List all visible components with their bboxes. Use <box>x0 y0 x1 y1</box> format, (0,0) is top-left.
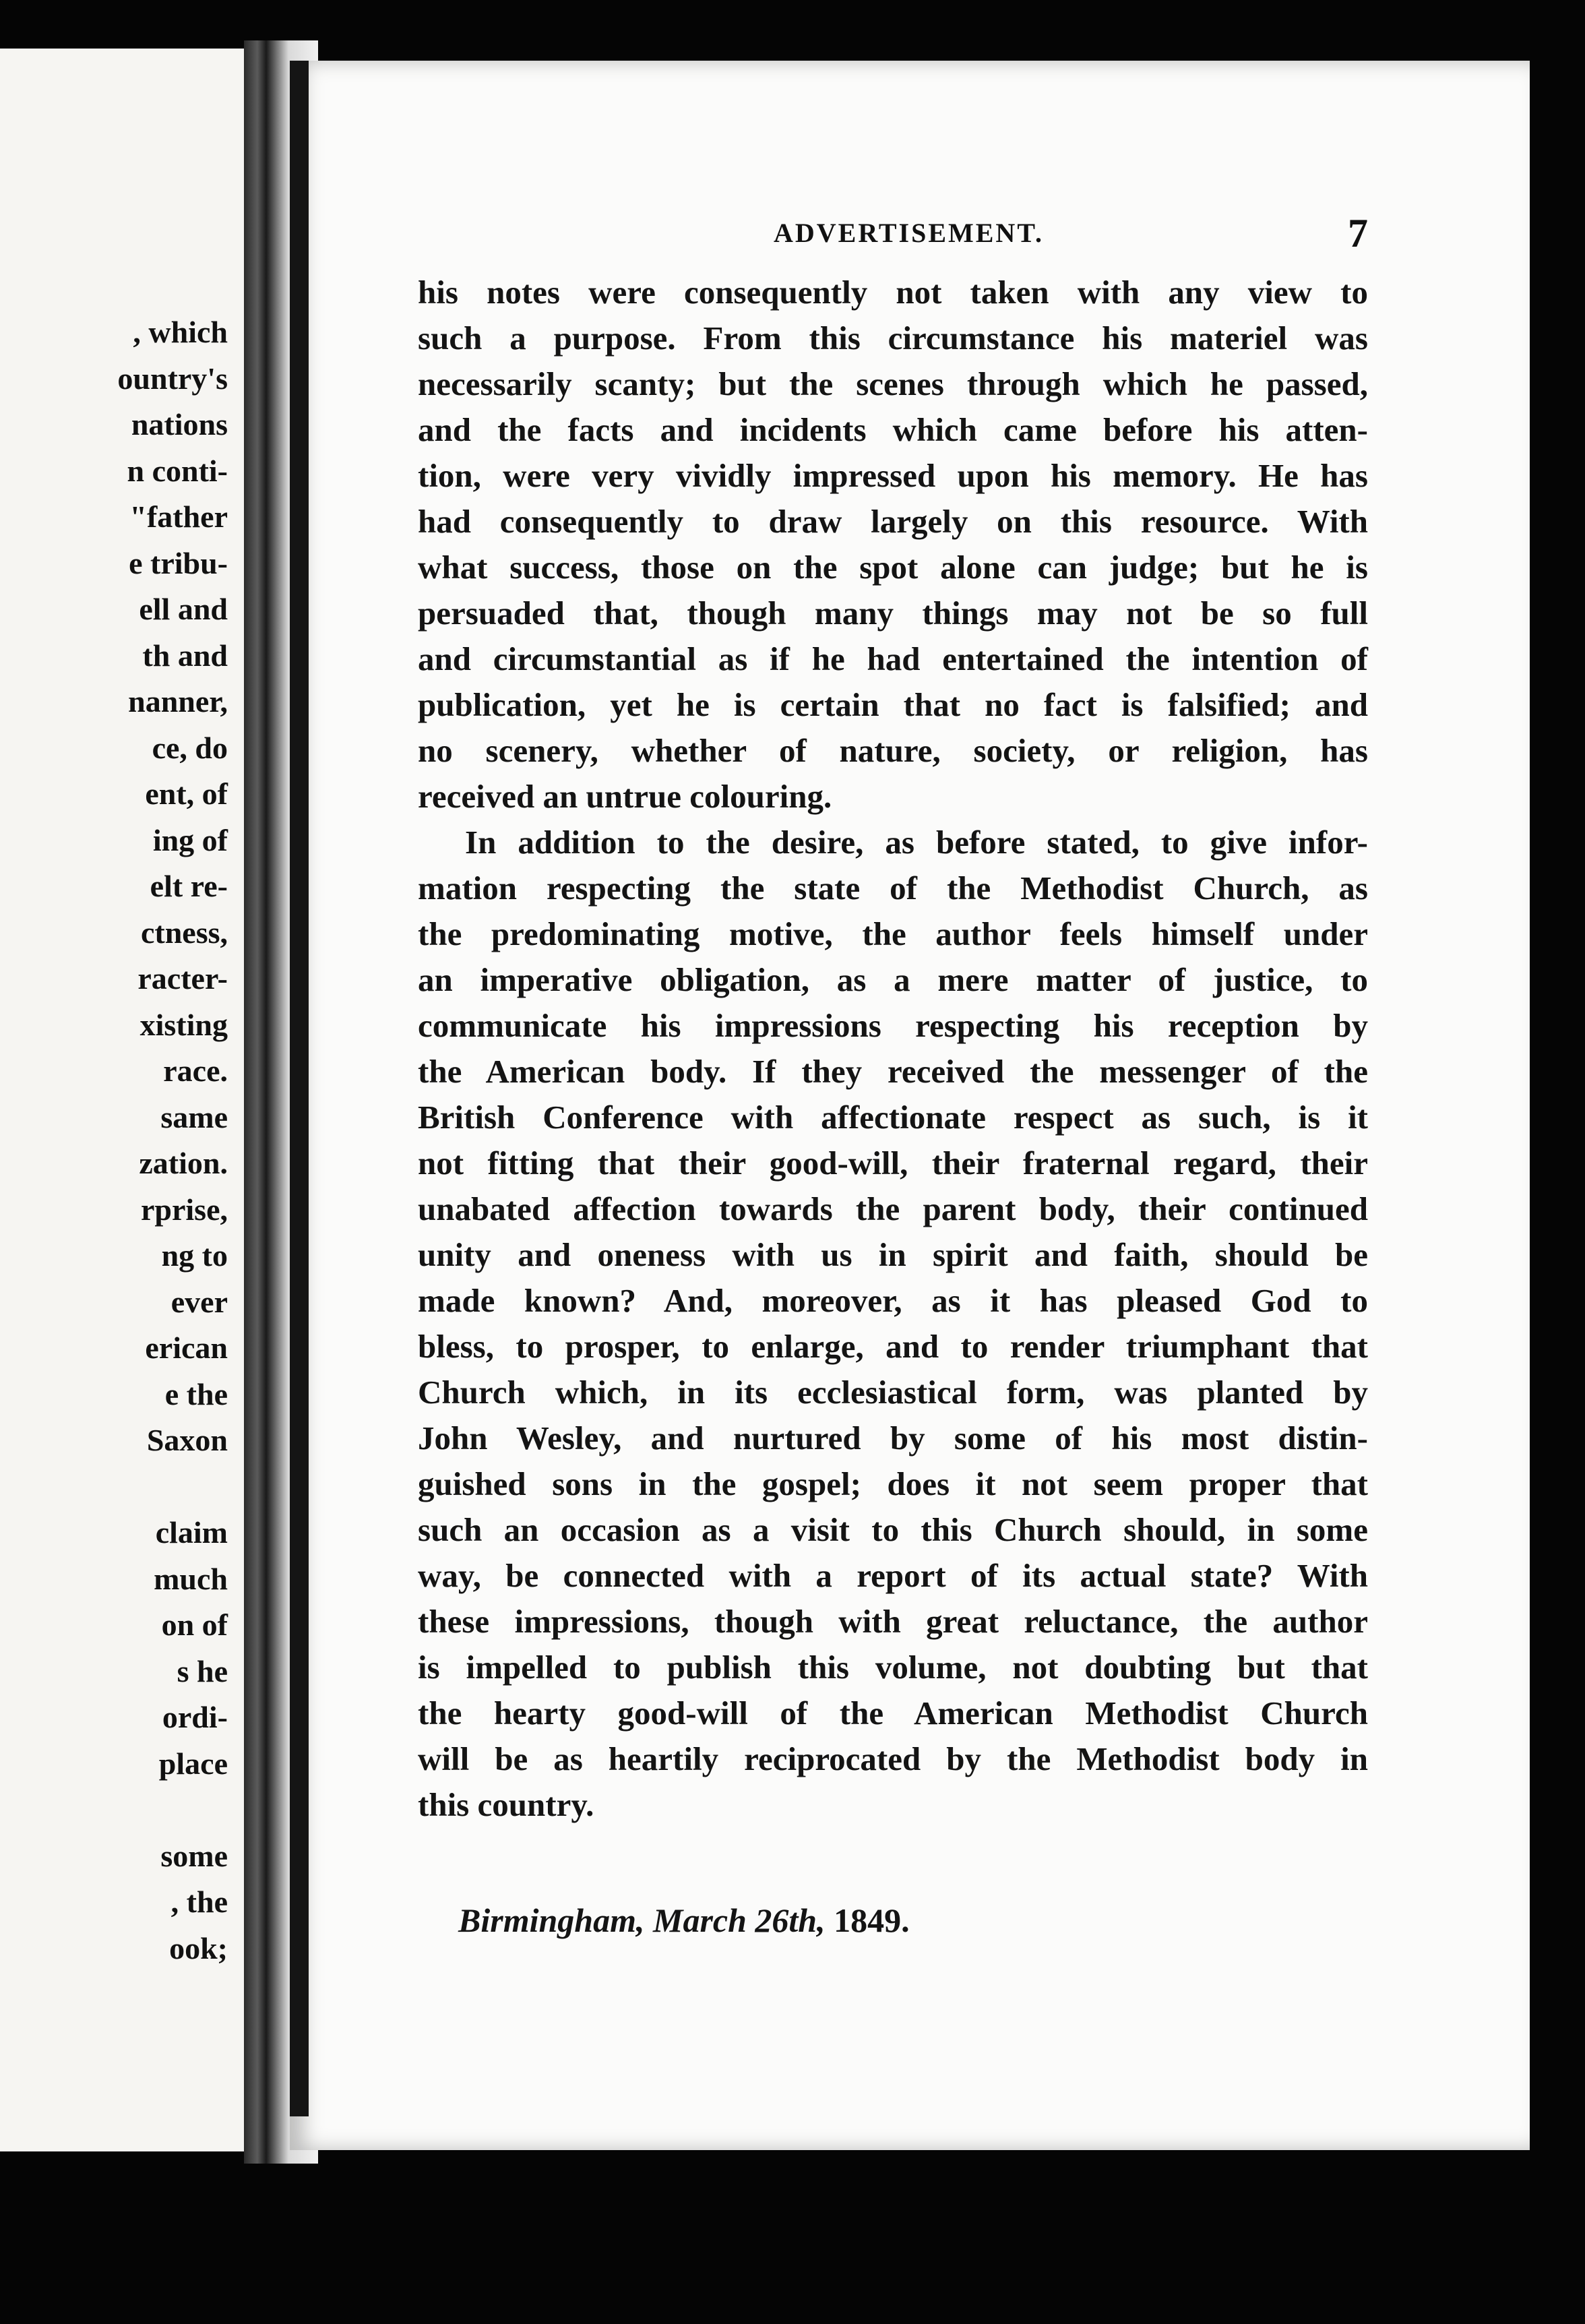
left-page-line: racter- <box>137 961 228 996</box>
body-line: made known? And, moreover, as it has pleased God to <box>418 1282 1368 1319</box>
page-number: 7 <box>1348 211 1368 255</box>
signoff <box>458 1901 910 1940</box>
body-line: bless, to prosper, to enlarge, and to render triumphant that <box>418 1328 1368 1365</box>
body-text <box>418 270 1368 1828</box>
left-page-line: ountry's <box>117 361 228 396</box>
left-page-line: "father <box>129 499 228 534</box>
body-line: persuaded that, though many things may not be so full <box>418 594 1368 632</box>
body-line: is impelled to publish this volume, not doubting but that <box>418 1649 1368 1686</box>
body-line: unity and oneness with us in spirit and faith, should be <box>418 1236 1368 1273</box>
body-line: the American body. If they received the messenger of the <box>418 1053 1368 1090</box>
body-line: guished sons in the gospel; does it not seem proper that <box>418 1465 1368 1502</box>
left-page-line: e the <box>164 1376 228 1411</box>
left-page-line: ook; <box>169 1930 228 1965</box>
left-page-line: , the <box>170 1885 228 1919</box>
body-line: Church which, in its ecclesiastical form, was planted by <box>418 1374 1368 1411</box>
body-line: unabated affection towards the parent body, their continued <box>418 1190 1368 1227</box>
left-page-line: ell and <box>139 592 228 626</box>
left-facing-page <box>0 49 244 2151</box>
left-page-line: xisting <box>139 1007 228 1042</box>
left-page-line: place <box>158 1746 228 1781</box>
left-page-line: , which <box>133 315 228 349</box>
left-page-line: erican <box>145 1331 228 1365</box>
body-line: received an untrue colouring. <box>418 778 832 815</box>
left-page-line: zation. <box>139 1146 228 1180</box>
body-line: In addition to the desire, as before stated, to give infor- <box>465 824 1368 861</box>
signoff-place-date: Birmingham, March 26th, <box>458 1901 826 1939</box>
left-page-line: ent, of <box>145 776 228 811</box>
body-line: necessarily scanty; but the scenes through which he passed, <box>418 365 1368 402</box>
body-line: no scenery, whether of nature, society, or religion, has <box>418 732 1368 769</box>
left-page-line: Saxon <box>146 1423 228 1457</box>
body-line: will be as heartily reciprocated by the Methodist body in <box>418 1740 1368 1777</box>
left-page-line: race. <box>163 1053 228 1088</box>
left-page-line: ng to <box>161 1238 228 1273</box>
body-line: such a purpose. From this circumstance his materiel was <box>418 319 1368 357</box>
body-line: John Wesley, and nurtured by some of his most distin- <box>418 1419 1368 1457</box>
body-line: publication, yet he is certain that no fact is falsified; and <box>418 686 1368 723</box>
body-line: this country. <box>418 1786 594 1823</box>
left-page-line: ing of <box>152 822 228 857</box>
left-page-line: ever <box>170 1284 228 1319</box>
body-line: and the facts and incidents which came before his atten- <box>418 411 1368 448</box>
body-line: his notes were consequently not taken with any view to <box>418 274 1368 311</box>
signoff-year: 1849. <box>834 1901 910 1939</box>
body-line: way, be connected with a report of its actual state? With <box>418 1557 1368 1594</box>
left-page-line: rprise, <box>140 1192 228 1227</box>
body-line: what success, those on the spot alone can judge; but he is <box>418 549 1368 586</box>
body-line: the predominating motive, the author feels himself under <box>418 915 1368 952</box>
left-page-line: nanner, <box>128 684 228 718</box>
body-line: and circumstantial as if he had entertained the intention of <box>418 640 1368 677</box>
left-page-line: ordi- <box>162 1700 228 1734</box>
left-page-line: n conti- <box>127 453 228 488</box>
body-line: not fitting that their good-will, their fraternal regard, their <box>418 1144 1368 1182</box>
running-title: ADVERTISEMENT. <box>774 218 1045 248</box>
left-page-line: e tribu- <box>129 545 228 580</box>
left-page-line: ctness, <box>140 915 228 950</box>
left-page-line: on of <box>161 1608 228 1642</box>
body-line: the hearty good-will of the American Methodist Church <box>418 1694 1368 1732</box>
running-head <box>0 211 1585 264</box>
body-line: such an occasion as a visit to this Church should, in some <box>418 1511 1368 1548</box>
body-line: communicate his impressions respecting his reception by <box>418 1007 1368 1044</box>
body-line: mation respecting the state of the Methodist Church, as <box>418 869 1368 907</box>
left-page-line: elt re- <box>150 869 228 903</box>
body-line: had consequently to draw largely on this resource. With <box>418 503 1368 540</box>
left-page-line: ce, do <box>152 730 228 765</box>
page-edge-shadow <box>290 61 309 2116</box>
left-page-line: claim <box>155 1515 228 1550</box>
body-line: an imperative obligation, as a mere matter of justice, to <box>418 961 1368 998</box>
left-page-line: nations <box>131 407 228 441</box>
left-page-line: s he <box>177 1653 228 1688</box>
left-page-line: much <box>154 1561 228 1596</box>
body-line: British Conference with affectionate respect as such, is it <box>418 1099 1368 1136</box>
left-page-line: some <box>160 1838 228 1873</box>
left-page-line: th and <box>142 638 228 673</box>
body-line: these impressions, though with great reluctance, the author <box>418 1603 1368 1640</box>
left-page-line: same <box>160 1099 228 1134</box>
body-line: tion, were very vividly impressed upon his memory. He has <box>418 457 1368 494</box>
